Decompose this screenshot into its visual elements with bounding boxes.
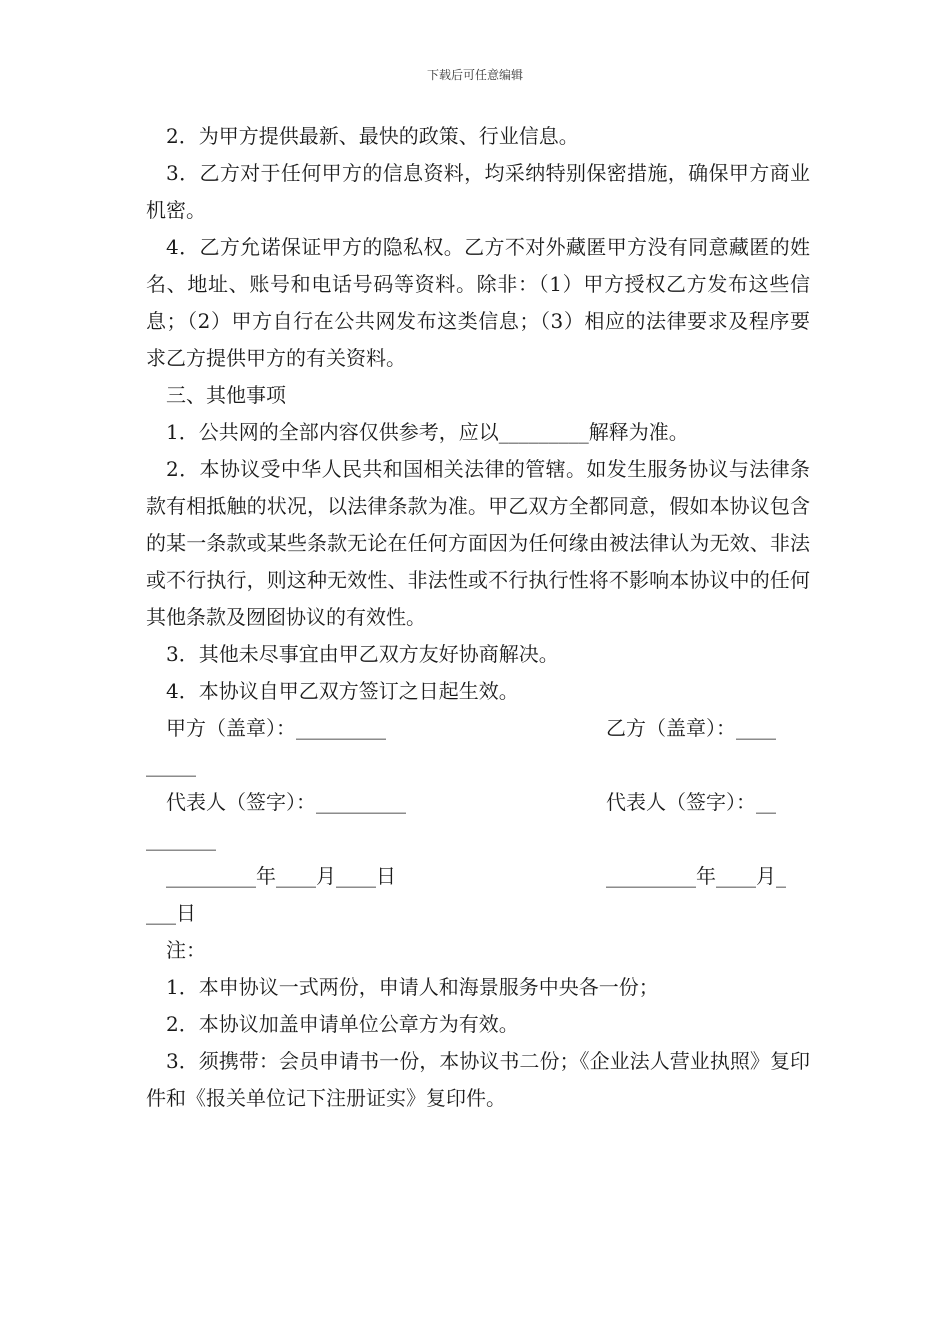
party-a-seal: 甲方（盖章）：_________ [166, 716, 386, 740]
party-b-representative: 代表人（签字）：__ [606, 790, 776, 814]
paragraph: 1．公共网的全部内容仅供参考，应以_________解释为准。 [166, 420, 689, 444]
signature-block [146, 710, 810, 932]
party-a-date: _________年____月____日 [166, 864, 396, 888]
paragraph: 2．为甲方提供最新、最快的政策、行业信息。 [166, 124, 579, 148]
signature-continuation: _______ [146, 827, 216, 851]
signature-continuation: _____ [146, 753, 196, 777]
section-heading: 三、其他事项 [166, 383, 286, 407]
party-b-date: _________年____月_ [606, 864, 786, 888]
page-header: 下载后可任意编辑 [426, 68, 523, 82]
signature-row-representative [146, 784, 810, 821]
note-item: 3．须携带：会员申请书一份，本协议书二份；《企业法人营业执照》复印件和《报关单位记下注册证实》复印件。 [146, 1049, 810, 1110]
paragraph: 2．本协议受中华人民共和国相关法律的管辖。如发生服务协议与法律条款有相抵触的状况，以法律条款为准。甲乙双方全都同意，假如本协议包含的某一条款或某些条款无论在任何方面因为任何缘由被法律认为无效、非法或不行执行，则这种无效性、非法性或不行执行性将不影响本协议中的任何其他条款及囫囵协议的有效性。 [146, 457, 810, 629]
party-a-representative: 代表人（签字）：_________ [166, 790, 406, 814]
note-item: 1．本申协议一式两份，申请人和海景服务中央各一份； [166, 975, 659, 999]
notes-heading: 注： [166, 938, 206, 962]
signature-row-seal [146, 710, 810, 747]
paragraph: 3．乙方对于任何甲方的信息资料，均采纳特别保密措施，确保甲方商业机密。 [146, 161, 810, 222]
paragraph: 4．本协议自甲乙双方签订之日起生效。 [166, 679, 519, 703]
signature-continuation: ___日 [146, 901, 196, 925]
paragraph: 3．其他未尽事宜由甲乙双方友好协商解决。 [166, 642, 559, 666]
party-b-seal: 乙方（盖章）：____ [606, 716, 776, 740]
document-body [146, 118, 810, 1117]
note-item: 2．本协议加盖申请单位公章方为有效。 [166, 1012, 519, 1036]
signature-row-date [146, 858, 810, 895]
paragraph: 4．乙方允诺保证甲方的隐私权。乙方不对外藏匿甲方没有同意藏匿的姓名、地址、账号和电话号码等资料。除非：（1）甲方授权乙方发布这些信息；（2）甲方自行在公共网发布这类信息；（3）相应的法律要求及程序要求乙方提供甲方的有关资料。 [146, 235, 810, 370]
